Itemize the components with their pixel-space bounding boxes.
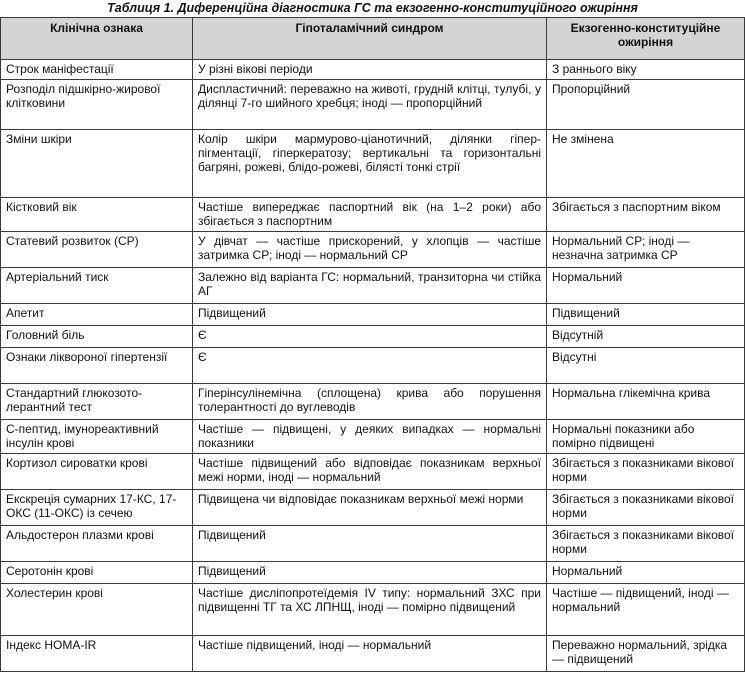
cell-hypothalamic: Частіше підвищений, іноді — нормальний	[193, 636, 547, 672]
table-row	[1, 562, 745, 584]
table-row	[1, 326, 745, 348]
cell-hypothalamic: У дівчат — частіше прискорений, у хлопців — частіше затримка СР; іноді — нормальний СР	[193, 232, 547, 268]
cell-sign: С-пептид, імунореактивний інсулін крові	[1, 420, 193, 454]
header-clinical-sign: Клінічна ознака	[1, 18, 193, 60]
table-row	[1, 420, 745, 454]
table-row	[1, 584, 745, 636]
table-row	[1, 130, 745, 198]
table-row	[1, 80, 745, 130]
cell-exogenous: Нормальний	[547, 562, 745, 584]
cell-exogenous: Збігається з паспортним віком	[547, 198, 745, 232]
table-header-row	[1, 18, 745, 60]
table-caption: Таблиця 1. Диференційна діагностика ГС та екзогенно-конституційного ожиріння	[107, 1, 638, 15]
cell-exogenous: Відсутні	[547, 348, 745, 384]
diagnosis-table	[0, 17, 745, 672]
cell-exogenous: Нормальні показники або помірно підвищені	[547, 420, 745, 454]
cell-exogenous: Частіше — підвищений, іноді — нормальний	[547, 584, 745, 636]
cell-exogenous: Нормальний	[547, 268, 745, 304]
cell-sign: Головний біль	[1, 326, 193, 348]
cell-hypothalamic: Частіше випереджає паспортний вік (на 1–2 роки) або збігається з паспортним	[193, 198, 547, 232]
cell-exogenous: Збігається з показниками вікової норми	[547, 454, 745, 490]
cell-sign: Кістковий вік	[1, 198, 193, 232]
cell-sign: Стандартний глюкозотолерантний тест	[1, 384, 193, 420]
cell-sign: Екскреція сумарних 17-КС, 17-ОКС (11-ОКС) із сечею	[1, 490, 193, 526]
cell-sign: Зміни шкіри	[1, 130, 193, 198]
cell-hypothalamic: Підвищений	[193, 526, 547, 562]
cell-exogenous: З раннього віку	[547, 60, 745, 80]
cell-exogenous: Відсутній	[547, 326, 745, 348]
table-row	[1, 490, 745, 526]
cell-exogenous: Збігається з показниками вікової норми	[547, 526, 745, 562]
cell-hypothalamic: Підвищений	[193, 304, 547, 326]
cell-hypothalamic: Частіше дисліпопротеїдемія IV типу: нормальний ЗХС при підвищенні ТГ та ХС ЛПНЩ, іноді — помірно підвищений	[193, 584, 547, 636]
cell-sign: Статевий розвиток (СР)	[1, 232, 193, 268]
table-row	[1, 268, 745, 304]
table-row	[1, 304, 745, 326]
cell-hypothalamic: Диспластичний: переважно на животі, грудній клітці, тулубі, у ділянці 7-го шийного хребця; іноді — пропорційний	[193, 80, 547, 130]
cell-exogenous: Нормальна глікемічна крива	[547, 384, 745, 420]
cell-hypothalamic: Підвищена чи відповідає показникам верхньої межі норми	[193, 490, 547, 526]
cell-exogenous: Пропорційний	[547, 80, 745, 130]
cell-hypothalamic: Частіше — підвищені, у деяких випадках — нормальні показники	[193, 420, 547, 454]
cell-sign: Строк маніфестації	[1, 60, 193, 80]
cell-exogenous: Збігається з показниками вікової норми	[547, 490, 745, 526]
cell-hypothalamic: Є	[193, 348, 547, 384]
cell-hypothalamic: У різні вікові періоди	[193, 60, 547, 80]
cell-exogenous: Не змінена	[547, 130, 745, 198]
cell-sign: Індекс HOMA-IR	[1, 636, 193, 672]
cell-sign: Альдостерон плазми крові	[1, 526, 193, 562]
cell-hypothalamic: Гіперінсулінемічна (сплощена) крива або порушення толерантності до вуглеводів	[193, 384, 547, 420]
cell-hypothalamic: Частіше підвищений або відповідає показникам верхньої межі норми, іноді — нормальний	[193, 454, 547, 490]
table-row	[1, 198, 745, 232]
cell-sign: Розподіл підшкірно-жирової клітковини	[1, 80, 193, 130]
cell-exogenous: Переважно нормальний, зрідка — підвищений	[547, 636, 745, 672]
header-hypothalamic-syndrome: Гіпоталамічний синдром	[193, 18, 547, 60]
table-row	[1, 60, 745, 80]
table-row	[1, 384, 745, 420]
cell-hypothalamic: Є	[193, 326, 547, 348]
cell-hypothalamic: Залежно від варіанта ГС: нормальний, транзиторна чи стійка АГ	[193, 268, 547, 304]
table-row	[1, 348, 745, 384]
cell-sign: Апетит	[1, 304, 193, 326]
cell-sign: Артеріальний тиск	[1, 268, 193, 304]
cell-sign: Серотонін крові	[1, 562, 193, 584]
table-row	[1, 526, 745, 562]
cell-sign: Кортизол сироватки крові	[1, 454, 193, 490]
table-row	[1, 232, 745, 268]
cell-hypothalamic: Колір шкіри мармурово-ціанотичний, ділянки гіперпігментації, гіперкератозу; вертикальні та горизонтальні багряні, рожеві, блідо-рожеві, білясті тонкі стрії	[193, 130, 547, 198]
cell-exogenous: Підвищений	[547, 304, 745, 326]
cell-sign: Ознаки ліквороної гіпертензії	[1, 348, 193, 384]
table-row	[1, 636, 745, 672]
cell-sign: Холестерин крові	[1, 584, 193, 636]
cell-exogenous: Нормальний СР; іноді — незначна затримка СР	[547, 232, 745, 268]
header-exogenous-obesity: Екзогенно-конституційне ожиріння	[547, 18, 745, 60]
cell-hypothalamic: Підвищений	[193, 562, 547, 584]
table-row	[1, 454, 745, 490]
